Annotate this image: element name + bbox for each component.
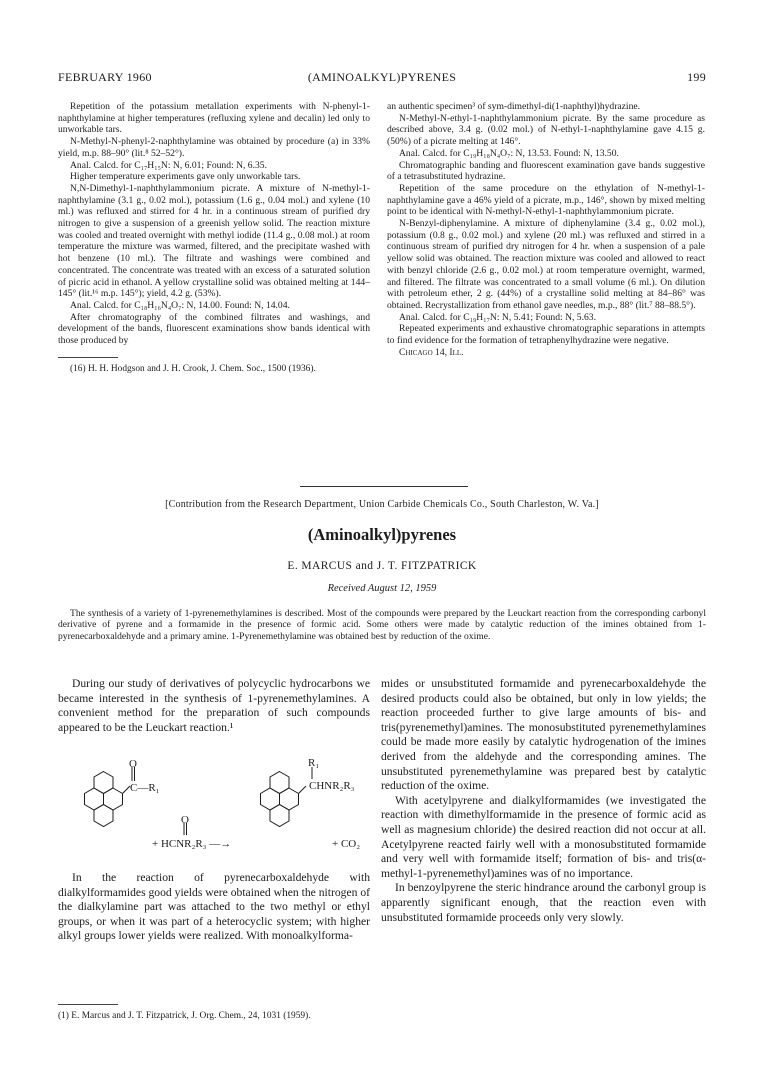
article-title: (Aminoalkyl)pyrenes — [307, 525, 457, 544]
product-amine-group: CHNR₂R₃ — [309, 780, 355, 792]
co2-byproduct: + CO₂ — [332, 838, 361, 850]
body-left-column-top — [58, 677, 370, 735]
contribution-line: [Contribution from the Research Department, Union Carbide Chemicals Co., South Charleston, W. Va.] — [165, 499, 599, 510]
paragraph: In the reaction of pyrenecarboxaldehyde with dialkylformamides good yields were obtained when the nitrogen of the dialkylamine part was attached to the two methyl or ethyl groups, or when it was part of a heterocyclic system; with higher alkyl groups lower yields were realized. With monoalkylforma- — [58, 871, 370, 943]
product-r1: R₁ — [308, 759, 320, 769]
experimental-right-column — [387, 101, 705, 358]
city-signoff: Chicago 14, Ill. — [399, 346, 464, 358]
paragraph: N,N-Dimethyl-1-naphthylammonium picrate. A mixture of N-methyl-1-naphthylamine (3.1 g., 0.02 mol.), potassium (1.6 g., 0.04 mol.) and xylene (10 ml.) was refluxed and stirred for 4 hr. in a continuous stream of purified dry nitrogen to give a suspension of a greenish yellow solid. The reaction mixture was cooled and treated overnight with methyl iodide (11.4 g., 0.08 mol.) at room temperature the mixture was warmed, filtered, and the precipitate washed with hot benzene (10 ml.). The filtrate and washings were combined and concentrated. The concentrate was treated with an excess of a saturated solution of picric acid in ethanol. A yellow crystalline solid was obtained melting at 144–145° (lit.¹⁶ m.p. 145°); yield, 4.2 g. (53%). — [58, 182, 370, 300]
paragraph: After chromatography of the combined filtrates and washings, and development of the bands, fluorescent examinations show bands identical with those produced by — [58, 311, 370, 347]
formamide-reagent: + HCNR₂R₃ —→ — [152, 838, 232, 850]
experimental-left-column — [58, 101, 370, 375]
paragraph: Repetition of the same procedure on the ethylation of N-methyl-1-naphthylamine gave a 46% yield of a picrate, m.p., 146°, shown by mixed melting point to be identical with N-methyl-N-ethyl-1-naphthylammonium picrate. — [387, 182, 705, 218]
header-date: FEBRUARY 1960 — [58, 70, 152, 84]
body-right-column — [381, 677, 706, 925]
paragraph: mides or unsubstituted formamide and pyrenecarboxaldehyde the desired products could also be obtained, but only in low yields; the reaction proceeded further to give large amounts of bis- and tris(pyrenemethyl)amines. The monosubstituted pyrenemethylamines could be made more easily by catalytic hydrogenation of the imines derived from the aldehyde and the corresponding amines. The unsubstituted pyrenemethylamine was prepared best by catalytic reduction of the oxime. — [381, 677, 706, 793]
paragraph: Anal. Calcd. for C₁₉H₁₈N₄O₇: N, 13.53. Found: N, 13.50. — [399, 147, 619, 159]
paragraph: Repetition of the potassium metallation experiments with N-phenyl-1-naphthylamine at higher temperatures (refluxing xylene and decalin) led only to unworkable tars. — [58, 101, 370, 136]
abstract-text: The synthesis of a variety of 1-pyrenemethylamines is described. Most of the compounds were prepared by the Leuckart reaction from the corresponding carbonyl derivative of pyrene and a formamide in the presence of formic acid. Some others were made by catalytic reduction of the imines obtained from 1-pyrenecarboxaldehyde and a primary amine. 1-Pyrenemethylamine was obtained best by reduction of the oxime. — [58, 608, 706, 642]
paragraph: Higher temperature experiments gave only unworkable tars. — [70, 171, 301, 183]
carbonyl-oxygen: O — [129, 759, 137, 770]
paragraph: Anal. Calcd. for C₁₈H₁₆N₄O₇: N, 14.00. Found: N, 14.04. — [70, 299, 290, 311]
header-title: (AMINOALKYL)PYRENES — [307, 70, 457, 84]
section-divider — [300, 486, 468, 487]
page-number: 199 — [687, 70, 706, 84]
paragraph: In benzoylpyrene the steric hindrance around the carbonyl group is apparently significant enough, that the reaction even with unsubstituted formamide proceeds only very slowly. — [381, 881, 706, 924]
paragraph: an authentic specimen³ of sym-dimethyl-di(1-naphthyl)hydrazine. — [387, 101, 641, 112]
article-authors: E. MARCUS and J. T. FITZPATRICK — [287, 560, 477, 572]
footnote: (16) H. H. Hodgson and J. H. Crook, J. Chem. Soc., 1500 (1936). — [70, 363, 316, 374]
paragraph: Chromatographic banding and fluorescent examination gave bands suggestive of a tetrasubstituted hydrazine. — [387, 159, 705, 183]
carbonyl-group: C—R₁ — [130, 782, 160, 794]
pyrene-ring-right — [261, 772, 307, 827]
body-left-column-bottom — [58, 871, 370, 944]
pyrene-ring-left — [85, 772, 131, 827]
footnote-rule — [58, 357, 118, 358]
paragraph: Repeated experiments and exhaustive chromatographic separations in attempts to find evidence for the formation of tetraphenylhydrazine were negative. — [387, 323, 705, 347]
footnote: (1) E. Marcus and J. T. Fitzpatrick, J. Org. Chem., 24, 1031 (1959). — [58, 1011, 311, 1021]
paragraph: Anal. Calcd. for C₁₇H₁₅N: N, 6.01; Found: N, 6.35. — [70, 159, 267, 171]
abstract — [58, 608, 706, 642]
footnote-rule — [58, 1004, 118, 1005]
paragraph: N-Benzyl-diphenylamine. A mixture of diphenylamine (3.4 g., 0.02 mol.), potassium (0.8 g., 0.02 mol.) and xylene (20 ml.) was refluxed and stirred in a continuous stream of purified dry nitrogen for 4 hr. when a suspension of a pale yellow solid was obtained. The reaction mixture was cooled and allowed to react with benzyl chloride (2.6 g., 0.02 mol.) at room temperature overnight, warmed, and filtered. The filtrate was concentrated to a small volume (6 ml.). On dilution with petroleum ether, 2 g. (44%) of a crystalline solid melting at 84–86° was obtained. Recrystallization from ethanol gave needles, m.p., 88° (lit.⁷ 88–88.5°). — [387, 218, 705, 311]
paragraph: Anal. Calcd. for C₁₉H₁₇N: N, 5.41; Found: N, 5.63. — [399, 311, 596, 323]
formamide-oxygen: O — [181, 814, 189, 826]
running-header — [58, 70, 706, 88]
paragraph: During our study of derivatives of polycyclic hydrocarbons we became interested in the synthesis of 1-pyrenemethylamines. A convenient method for the preparation of such compounds appeared to be the Leuckart reaction.¹ — [58, 677, 370, 734]
paragraph: N-Methyl-N-ethyl-1-naphthylammonium picrate. By the same procedure as described above, 3.4 g. (0.02 mol.) of N-ethyl-1-naphthylamine gave 4.15 g. (50%) of a picrate melting at 146°. — [387, 112, 705, 148]
paragraph: N-Methyl-N-phenyl-2-naphthylamine was obtained by procedure (a) in 33% yield, m.p. 88–90° (lit.⁸ 52–52°). — [58, 136, 370, 159]
paragraph: With acetylpyrene and dialkylformamides (we investigated the reaction with dimethylformamide in the presence of formic acid as well as magnesium chloride) the desired reaction did not occur at all. Acetylpyrene reacted fairly well with a monosubstituted formamide and very well with formamide itself; formation of bis- and tris(α-methyl-1-pyrenemethyl)amines was of no importance. — [381, 793, 706, 880]
reaction-scheme — [60, 759, 370, 865]
received-date: Received August 12, 1959 — [327, 583, 437, 594]
